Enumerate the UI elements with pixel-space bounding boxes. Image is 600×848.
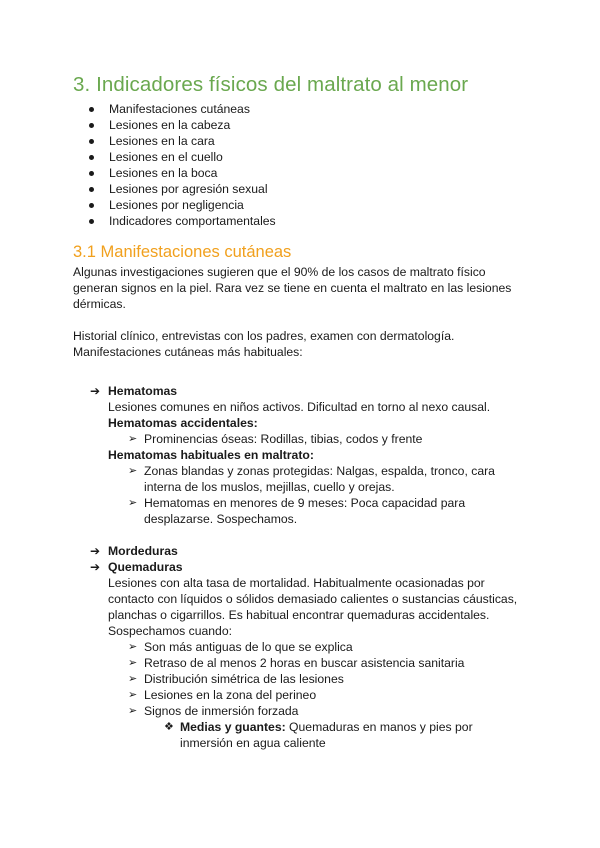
sub-arrow-icon: ➢ bbox=[128, 689, 138, 701]
arrow-right-icon: ➔ bbox=[90, 544, 101, 558]
sub-arrow-icon: ➢ bbox=[128, 641, 138, 653]
bullet-icon bbox=[89, 187, 94, 192]
list-item: Lesiones por agresión sexual bbox=[73, 181, 533, 197]
topic-list bbox=[73, 101, 533, 229]
list-item: ❖ Medias y guantes: Quemaduras en manos y pies por inmersión en agua caliente bbox=[164, 720, 473, 750]
list-item: Manifestaciones cutáneas bbox=[73, 101, 533, 117]
bullet-icon bbox=[89, 219, 94, 224]
diamond-icon: ❖ bbox=[164, 721, 174, 733]
hematomas-heading: ➔ Hematomas bbox=[90, 384, 178, 398]
sub-arrow-icon: ➢ bbox=[128, 497, 138, 509]
sub-arrow-icon: ➢ bbox=[128, 657, 138, 669]
list-item: ➢ Signos de inmersión forzada bbox=[128, 704, 299, 718]
sub-arrow-icon: ➢ bbox=[128, 705, 138, 717]
section-intro: Algunas investigaciones sugieren que el 90% de los casos de maltrato físico generan signos en la piel. Rara vez se tiene en cuenta el maltrato en las lesiones dérmicas. bbox=[73, 265, 512, 311]
list-item: ➢ Lesiones en la zona del perineo bbox=[128, 688, 317, 702]
sub-arrow-icon: ➢ bbox=[128, 673, 138, 685]
bullet-icon bbox=[89, 155, 94, 160]
list-item: ➢ Hematomas en menores de 9 meses: Poca capacidad para desplazarse. Sospechamos. bbox=[128, 496, 466, 526]
document-content bbox=[73, 72, 533, 751]
sub-arrow-icon: ➢ bbox=[128, 465, 138, 477]
list-item: Indicadores comportamentales bbox=[73, 213, 533, 229]
quemaduras-block: ➔ Quemaduras Lesiones con alta tasa de mortalidad. Habitualmente ocasionadas por contacto con líquidos o sólidos demasiado calientes o sustancias cáusticas, planchas o cigarrillos. Es habitual encontrar quemaduras accidentales. Sospechamos cuando: ➢ Son más antiguas de lo que se explica ➢ Retraso de al menos 2 horas en buscar asistencia sanitaria ➢ Distribución simétrica de las lesiones ➢ Lesiones en la zona del perineo ➢ Signos de inmersión forzada ❖ Medias y guantes: Quemaduras en manos y pies por inmersión en agua caliente bbox=[73, 559, 533, 751]
section-title: 3.1 Manifestaciones cutáneas bbox=[73, 243, 292, 261]
bullet-icon bbox=[89, 107, 94, 112]
arrow-right-icon: ➔ bbox=[90, 384, 101, 398]
list-item: ➢ Zonas blandas y zonas protegidas: Nalgas, espalda, tronco, cara interna de los muslos, mejillas, cuello y orejas. bbox=[128, 464, 495, 494]
list-item: ➢ Retraso de al menos 2 horas en buscar asistencia sanitaria bbox=[128, 656, 465, 670]
list-item: ➢ Prominencias óseas: Rodillas, tibias, codos y frente bbox=[128, 432, 423, 446]
list-item: Lesiones en la cara bbox=[73, 133, 533, 149]
bullet-icon bbox=[89, 203, 94, 208]
accidental-hematomas-heading: Hematomas accidentales: bbox=[108, 416, 258, 430]
list-item: Lesiones por negligencia bbox=[73, 197, 533, 213]
list-item: Lesiones en la boca bbox=[73, 165, 533, 181]
quemaduras-heading: ➔ Quemaduras bbox=[90, 560, 183, 574]
list-item: ➢ Son más antiguas de lo que se explica bbox=[128, 640, 353, 654]
hematomas-description: Lesiones comunes en niños activos. Dificultad en torno al nexo causal. bbox=[108, 400, 491, 414]
list-item: Lesiones en el cuello bbox=[73, 149, 533, 165]
mordeduras-heading: ➔ Mordeduras bbox=[90, 544, 178, 558]
hematomas-block bbox=[73, 383, 533, 527]
abuse-hematomas-heading: Hematomas habituales en maltrato: bbox=[108, 448, 314, 462]
section-context: Historial clínico, entrevistas con los padres, examen con dermatología. Manifestaciones cutáneas más habituales: bbox=[73, 329, 455, 359]
bullet-icon bbox=[89, 123, 94, 128]
bullet-icon bbox=[89, 171, 94, 176]
page-title: 3. Indicadores físicos del maltrato al menor bbox=[73, 73, 469, 96]
sub-arrow-icon: ➢ bbox=[128, 433, 138, 445]
bullet-icon bbox=[89, 139, 94, 144]
list-item: ➢ Distribución simétrica de las lesiones bbox=[128, 672, 344, 686]
list-item: Lesiones en la cabeza bbox=[73, 117, 533, 133]
arrow-right-icon: ➔ bbox=[90, 560, 101, 574]
